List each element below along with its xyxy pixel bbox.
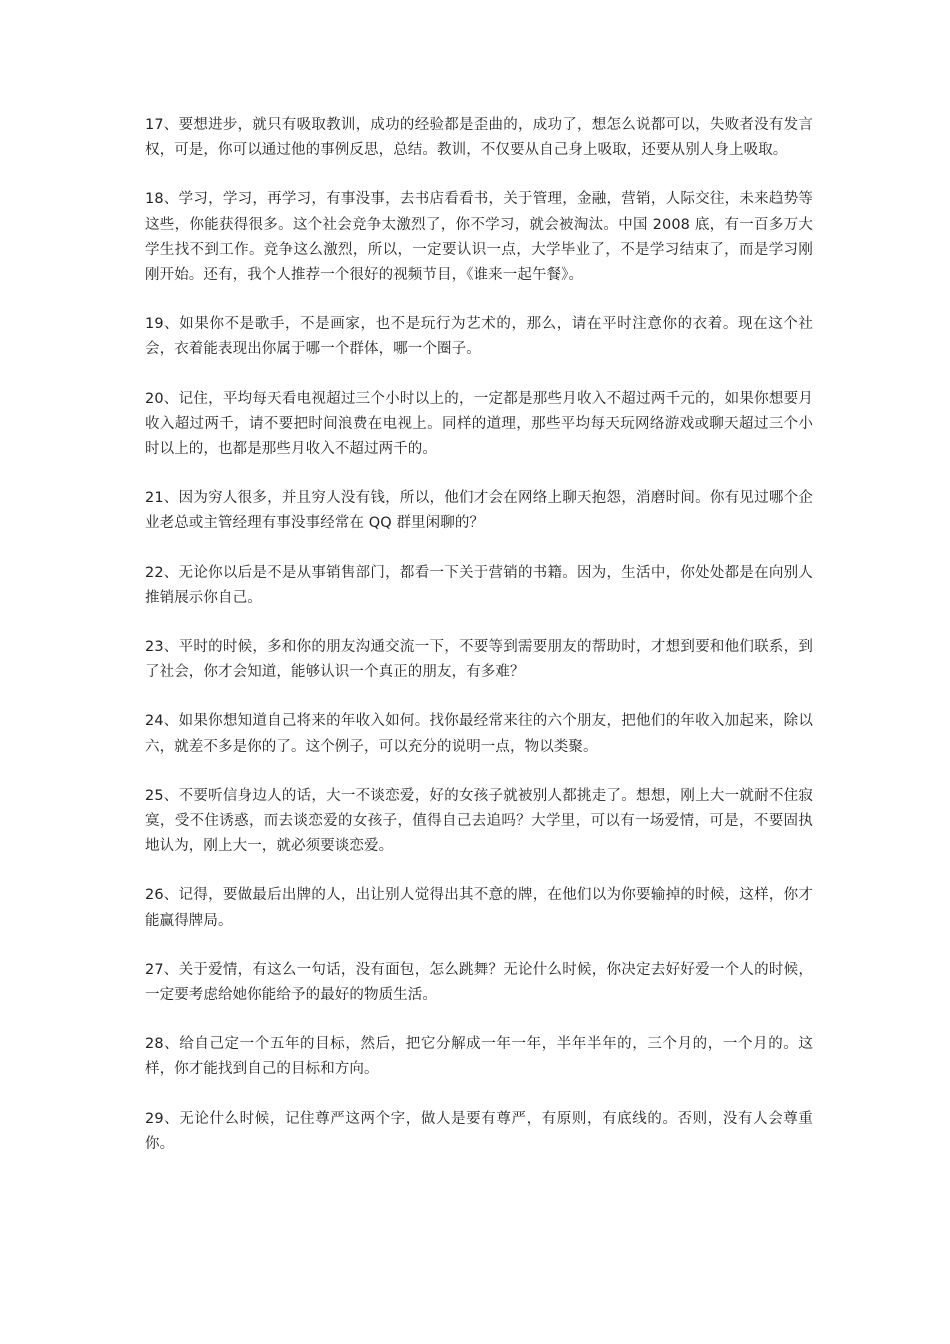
document-body <box>145 113 813 1181</box>
paragraph-20: 20、记住，平均每天看电视超过三个小时以上的，一定都是那些月收入不超过两千元的，如果你想要月收入超过两千，请不要把时间浪费在电视上。同样的道理，那些平均每天玩网络游戏或聊天超过三个小时以上的，也都是那些月收入不超过两千的。 <box>145 390 813 458</box>
paragraph-29: 29、无论什么时候，记住尊严这两个字，做人是要有尊严，有原则，有底线的。否则，没有人会尊重你。 <box>145 1110 813 1152</box>
paragraph-22: 22、无论你以后是不是从事销售部门，都看一下关于营销的书籍。因为，生活中，你处处都是在向别人推销展示你自己。 <box>145 564 813 606</box>
paragraph-19: 19、如果你不是歌手，不是画家，也不是玩行为艺术的，那么，请在平时注意你的衣着。现在这个社会，衣着能表现出你属于哪一个群体，哪一个圈子。 <box>145 316 813 358</box>
paragraph-17: 17、要想进步，就只有吸取教训，成功的经验都是歪曲的，成功了，想怎么说都可以，失败者没有发言权，可是，你可以通过他的事例反思，总结。教训，不仅要从自己身上吸取，还要从别人身上吸取。 <box>145 117 813 159</box>
paragraph-24: 24、如果你想知道自己将来的年收入如何。找你最经常来往的六个朋友，把他们的年收入加起来，除以六，就差不多是你的了。这个例子，可以充分的说明一点，物以类聚。 <box>145 713 813 755</box>
paragraph-28: 28、给自己定一个五年的目标，然后，把它分解成一年一年，半年半年的，三个月的，一个月的。这样，你才能找到自己的目标和方向。 <box>145 1036 813 1078</box>
paragraph-25: 25、不要听信身边人的话，大一不谈恋爱，好的女孩子就被别人都挑走了。想想，刚上大一就耐不住寂寞，受不住诱惑，而去谈恋爱的女孩子，值得自己去追吗？大学里，可以有一场爱情，可是，不要固执地认为，刚上大一，就必须要谈恋爱。 <box>145 787 813 855</box>
paragraph-18: 18、学习，学习，再学习，有事没事，去书店看看书，关于管理，金融，营销，人际交往，未来趋势等这些，你能获得很多。这个社会竞争太激烈了，你不学习，就会被淘汰。中国 2008 底，有一百多万大学生找不到工作。竞争这么激烈，所以，一定要认识一点，大学毕业了，不是学习结束了，而是学习刚刚开始。还有，我个人推荐一个很好的视频节目，《谁来一起午餐》。 <box>145 191 813 284</box>
paragraph-26: 26、记得，要做最后出牌的人，出让别人觉得出其不意的牌，在他们以为你要输掉的时候，这样，你才能赢得牌局。 <box>145 887 813 929</box>
paragraph-27: 27、关于爱情，有这么一句话，没有面包，怎么跳舞？无论什么时候，你决定去好好爱一个人的时候，一定要考虑给她你能给予的最好的物质生活。 <box>145 961 813 1004</box>
paragraph-21: 21、因为穷人很多，并且穷人没有钱，所以，他们才会在网络上聊天抱怨，消磨时间。你有见过哪个企业老总或主管经理有事没事经常在 QQ 群里闲聊的？ <box>145 490 813 532</box>
paragraph-23: 23、平时的时候，多和你的朋友沟通交流一下，不要等到需要朋友的帮助时，才想到要和他们联系，到了社会，你才会知道，能够认识一个真正的朋友，有多难？ <box>145 639 813 681</box>
